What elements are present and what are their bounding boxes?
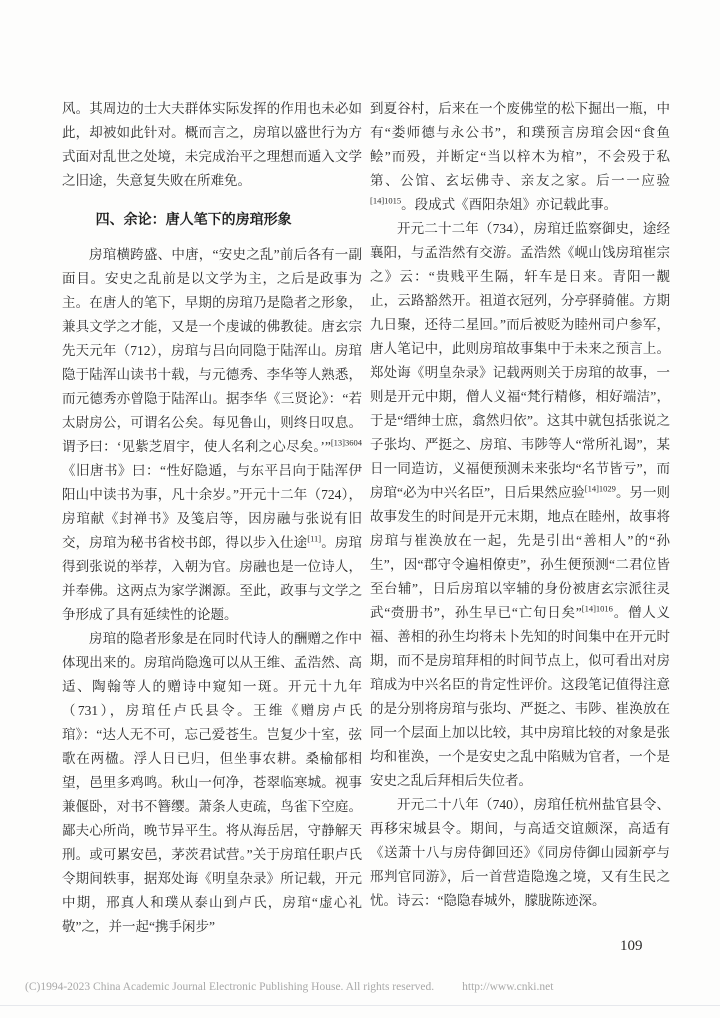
- footer-divider: [0, 1005, 720, 1006]
- text-run: 。另一则故事发生的时间是开元末期，地点在睦州，故事将房琯与崔涣放在一起，先是引出“善相人”的“孙生”，因“郡守令遍相僚吏”，孙生便预测“二君位皆至台辅”，日后房琯以宰辅的身份被唐玄宗派往灵武“赍册书”，孙生早已“亡旬日矣”: [370, 485, 671, 620]
- footer-copyright: (C)1994-2023 China Academic Journal Electronic Publishing House. All rights reserved.: [25, 981, 435, 993]
- text-run: 房琯的隐者形象是在同时代诗人的酬赠之作中体现出来的。房琯尚隐逸可以从王维、孟浩然、高适、陶翰等人的赠诗中窥知一斑。开元十九年（731），房琯任卢氏县令。王维《赠房卢氏琯》：“达人无不可，忘己爱苍生。岂复少十室，弦歌在两楹。浮人日已归，但坐事农耕。桑榆郁相望，邑里多鸡鸣。秋山一何净，苍翠临寒城。视事兼偃卧，对书不簪缨。萧条人吏疏，鸟雀下空庭。鄙夫心所尚，晚节异平生。将从海岳居，守静解天刑。或可累安邑，茅茨君试营。”关于房琯任职卢氏令期间轶事，据郑处诲《明皇杂录》所记载，开元中期，邢真人和璞从泰山到卢氏，房琯“虚心礼敬”之，并一起“携手闲步”: [62, 631, 362, 934]
- right-column: [370, 97, 670, 913]
- section-heading: 四、余论：唐人笔下的房琯形象: [95, 211, 292, 227]
- text-run: 房琯横跨盛、中唐，“安史之乱”前后各有一副面目。安史之乱前是以文学为主，之后是政事为主。在唐人的笔下，早期的房琯乃是隐者之形象，兼具文学之才能，又是一个虔诚的佛教徒。唐玄宗先天元年（712），房琯与吕向同隐于陆浑山。房琯隐于陆浑山读书十载，与元德秀、李华等人熟悉，而元德秀亦曾隐于陆浑山。据李华《三贤论》：“若太尉房公，可谓名公矣。每见鲁山，则终日叹息。谓予曰：‘见紫芝眉宇，使人名利之心尽矣。’”: [62, 247, 362, 454]
- citation-superscript: [13]3604: [330, 437, 362, 448]
- footer: [25, 981, 705, 993]
- text-run: 《旧唐书》曰：“性好隐遁，与东平吕向于陆浑伊阳山中读书为事，凡十余岁。”开元十二年（724），房琯献《封禅书》及笺启等，因房融与张说有旧交，房琯为秘书省校书郎，得以步入仕途: [62, 463, 362, 550]
- citation-superscript: [14]1029: [584, 483, 616, 494]
- page-number: 109: [620, 938, 643, 954]
- text-run: 。房琯得到张说的举荐，入朝为官。房融也是一位诗人，并奉佛。这两点为家学渊源。至此，政事与文学之争形成了具有延续性的论题。: [62, 535, 363, 622]
- text-run: 开元二十二年（734），房琯迁监察御史，途经襄阳，与孟浩然有交游。孟浩然《岘山饯房琯崔宗之》云：“贵贱平生隔，轩车是日来。青阳一觏止，云路豁然开。祖道衣冠列，分亭驿骑催。方期九日聚，还待二星回。”而后被贬为睦州司户参军，唐人笔记中，此则房琯故事集中于未来之预言上。郑处诲《明皇杂录》记载两则关于房琯的故事，一则是开元中期，僧人义福“梵行精修，相好端洁”，于是“缙绅士庶，翕然归依”。这其中就包括张说之子张均、严挺之、房琯、韦陟等人“常所礼谒”，某日一同造访，义福便预测未来张均“名节皆亏”，而房琯“必为中兴名臣”，日后果然应验: [370, 221, 670, 500]
- text-run: 风。其周边的士大夫群体实际发挥的作用也未必如此，却被如此针对。概而言之，房琯以盛世行为方式面对乱世之处境，未完成治平之理想而遁入文学之旧途，失意复失败在所难免。: [62, 101, 362, 188]
- paragraph: [62, 243, 362, 627]
- citation-superscript: [11]: [307, 533, 322, 544]
- paragraph: [62, 627, 362, 939]
- footer-url: http://www.cnki.net: [462, 981, 554, 993]
- text-run: 。段成式《酉阳杂俎》亦记载此事。: [401, 197, 618, 212]
- paragraph: [370, 217, 670, 793]
- left-column: [62, 97, 362, 939]
- text-run: 到夏谷村，后来在一个废佛堂的松下掘出一瓶，中有“娄师德与永公书”，和璞预言房琯会因“食鱼鲙”而殁，并断定“当以梓木为棺”，不会殁于私第、公馆、玄坛佛寺、亲友之家。后一一应验: [370, 101, 670, 188]
- text-run: 开元二十八年（740），房琯任杭州盐官县令、再移宋城县令。期间，与高适交谊颇深，高适有《送萧十八与房侍御回还》《同房侍御山园新亭与邢判官同游》，后一首营造隐逸之境，又有生民之忧。诗云：“隐隐春城外，朦胧陈迹深。: [370, 797, 670, 908]
- paragraph: [370, 97, 670, 217]
- text-run: 。僧人义福、善相的孙生均将未卜先知的时间集中在开元时期，而不是房琯拜相的时间节点上，似可看出对房琯成为中兴名臣的肯定性评价。这段笔记值得注意的是分别将房琯与张均、严挺之、韦陟、崔涣放在同一个层面上加以比较，其中房琯比较的对象是张均和崔涣，一个是安史之乱中陷贼为官者，一个是安史之乱后拜相后失位者。: [370, 605, 671, 788]
- paragraph: [62, 97, 362, 193]
- citation-superscript: [14]1015: [370, 195, 402, 206]
- paragraph: [370, 793, 670, 913]
- citation-superscript: [14]1016: [581, 603, 613, 614]
